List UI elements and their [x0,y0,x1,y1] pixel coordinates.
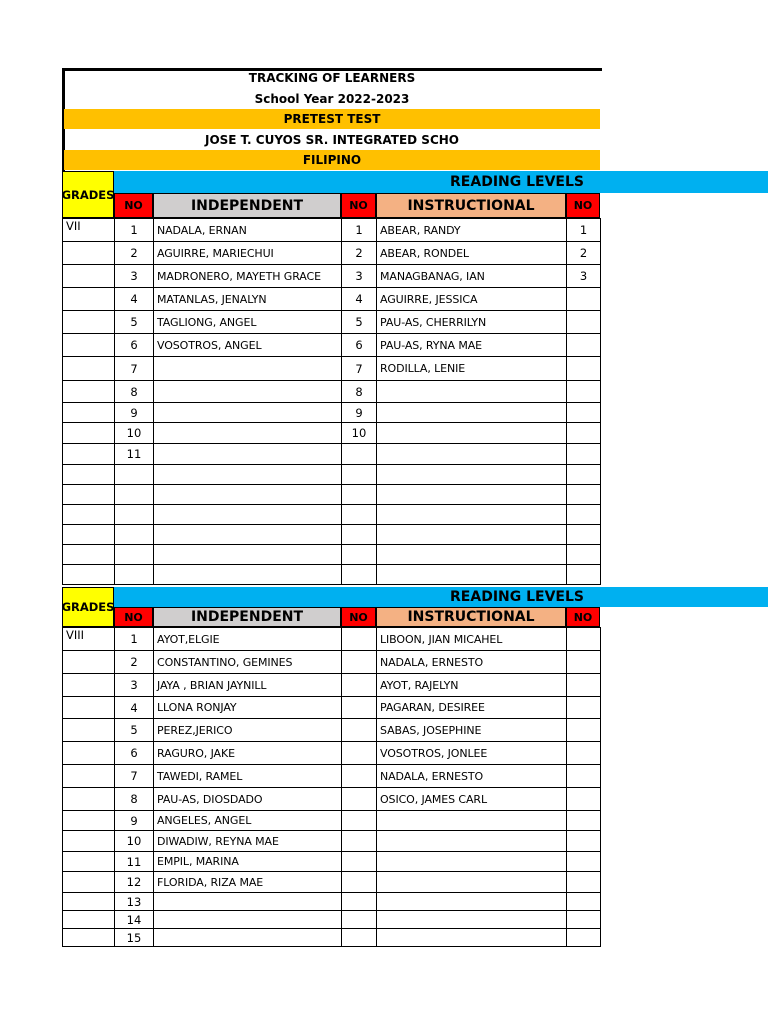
no-cell [342,765,377,788]
instructional-name-cell: NADALA, ERNESTO [377,765,567,788]
no-cell: 10 [115,831,154,852]
no-cell: 2 [567,242,601,265]
independent-name-cell: LLONA RONJAY [154,697,342,719]
no-cell [115,565,154,585]
no-cell [567,505,601,525]
instructional-name-cell: VOSOTROS, JONLEE [377,742,567,765]
instructional-name-cell: ABEAR, RANDY [377,219,567,242]
table-row [63,288,601,311]
no-cell: 9 [115,403,154,423]
no-cell: 7 [342,357,377,381]
grades-label: GRADES [62,171,114,218]
grade-cell [63,265,115,288]
table-row [63,242,601,265]
report-title: TRACKING OF LEARNERS [248,71,416,85]
no-cell: 4 [115,288,154,311]
instructional-name-cell: RODILLA, LENIE [377,357,567,381]
independent-name-cell: EMPIL, MARINA [154,852,342,872]
no-cell: 4 [342,288,377,311]
instructional-name-cell [377,465,567,485]
table-row [63,911,601,929]
grade-cell [63,357,115,381]
grade-cell [63,852,115,872]
no-cell [342,831,377,852]
grade-cell [63,565,115,585]
no-cell [342,565,377,585]
no-cell [567,311,601,334]
no-cell [567,911,601,929]
no-cell [567,357,601,381]
no-cell [567,742,601,765]
grade-cell [63,674,115,697]
independent-name-cell [154,505,342,525]
independent-name-cell: PEREZ,JERICO [154,719,342,742]
independent-name-cell: VOSOTROS, ANGEL [154,334,342,357]
instructional-name-cell: AGUIRRE, JESSICA [377,288,567,311]
no-cell: 3 [115,674,154,697]
independent-name-cell [154,444,342,465]
table-row [63,444,601,465]
no-cell: 2 [115,651,154,674]
instructional-name-cell [377,485,567,505]
no-cell: 7 [115,765,154,788]
independent-name-cell: ANGELES, ANGEL [154,811,342,831]
instructional-name-cell: PAU-AS, RYNA MAE [377,334,567,357]
grade-vii-table [62,218,601,585]
independent-name-cell: TAGLIONG, ANGEL [154,311,342,334]
no-header-3: NO [566,607,600,627]
no-cell: 14 [115,911,154,929]
table-row [63,872,601,893]
no-cell [567,423,601,444]
no-cell [342,811,377,831]
table-row [63,674,601,697]
grade-cell [63,872,115,893]
table-row [63,219,601,242]
independent-name-cell [154,545,342,565]
grades-label: GRADES [62,587,114,627]
no-cell [342,788,377,811]
no-cell: 1 [567,219,601,242]
no-cell [342,872,377,893]
independent-name-cell: RAGURO, JAKE [154,742,342,765]
no-cell [567,628,601,651]
table-row [63,831,601,852]
independent-name-cell [154,893,342,911]
independent-name-cell: PAU-AS, DIOSDADO [154,788,342,811]
no-header-2: NO [341,607,376,627]
no-cell: 2 [115,242,154,265]
instructional-name-cell: OSICO, JAMES CARL [377,788,567,811]
no-cell [115,505,154,525]
no-cell: 3 [342,265,377,288]
no-cell [567,651,601,674]
no-cell [567,811,601,831]
instructional-name-cell: PAU-AS, CHERRILYN [377,311,567,334]
instructional-name-cell [377,811,567,831]
independent-name-cell: CONSTANTINO, GEMINES [154,651,342,674]
instructional-name-cell [377,525,567,545]
grade-cell [63,403,115,423]
no-cell: 6 [342,334,377,357]
no-cell [567,465,601,485]
table-row [63,852,601,872]
reading-levels-band [114,587,768,607]
independent-name-cell [154,403,342,423]
instructional-name-cell [377,911,567,929]
no-cell: 3 [567,265,601,288]
table-row [63,465,601,485]
table-row [63,697,601,719]
no-cell: 13 [115,893,154,911]
grade-cell [63,929,115,947]
instructional-name-cell [377,565,567,585]
no-cell [342,485,377,505]
no-cell [342,697,377,719]
reading-levels-band [114,171,768,193]
instructional-name-cell [377,929,567,947]
instructional-header: INSTRUCTIONAL [376,193,566,218]
table-row [63,893,601,911]
no-cell [342,651,377,674]
grade-cell [63,831,115,852]
independent-name-cell: NADALA, ERNAN [154,219,342,242]
table-row [63,811,601,831]
table-row [63,788,601,811]
no-cell [567,565,601,585]
no-cell [567,288,601,311]
instructional-name-cell: ABEAR, RONDEL [377,242,567,265]
no-cell: 6 [115,334,154,357]
no-cell: 9 [115,811,154,831]
instructional-name-cell: LIBOON, JIAN MICAHEL [377,628,567,651]
instructional-name-cell [377,893,567,911]
no-cell [342,444,377,465]
no-cell: 11 [115,444,154,465]
independent-name-cell: MATANLAS, JENALYN [154,288,342,311]
no-cell [342,545,377,565]
grade-cell [63,242,115,265]
school-name: JOSE T. CUYOS SR. INTEGRATED SCHO [204,132,459,147]
test-band: PRETEST TEST [64,109,600,129]
table-row [63,334,601,357]
no-cell [342,719,377,742]
no-header-1: NO [114,193,153,218]
independent-name-cell: AYOT,ELGIE [154,628,342,651]
grade-cell [63,811,115,831]
no-cell: 9 [342,403,377,423]
instructional-name-cell: AYOT, RAJELYN [377,674,567,697]
no-cell: 10 [342,423,377,444]
no-cell [567,485,601,505]
no-cell [567,765,601,788]
table-row [63,929,601,947]
instructional-name-cell [377,423,567,444]
grade-cell [63,893,115,911]
table-row [63,403,601,423]
subject-band: FILIPINO [64,150,600,170]
instructional-name-cell: PAGARAN, DESIREE [377,697,567,719]
grade-cell [63,311,115,334]
no-cell [342,911,377,929]
table-row [63,628,601,651]
grade-cell [63,525,115,545]
no-cell [342,465,377,485]
table-row [63,742,601,765]
independent-name-cell [154,357,342,381]
no-cell [342,674,377,697]
instructional-name-cell [377,403,567,423]
grade-cell [63,465,115,485]
table-row [63,765,601,788]
no-cell [567,697,601,719]
independent-name-cell [154,929,342,947]
grade-cell [63,381,115,403]
no-cell [567,545,601,565]
table-row [63,357,601,381]
grade-cell [63,485,115,505]
instructional-name-cell [377,872,567,893]
no-cell: 11 [115,852,154,872]
table-row [63,311,601,334]
grade-cell [63,423,115,444]
no-cell [567,403,601,423]
grade-cell [63,911,115,929]
no-cell: 5 [342,311,377,334]
no-cell [567,893,601,911]
grade-cell [63,444,115,465]
table-row [63,381,601,403]
no-cell: 1 [115,219,154,242]
no-cell [567,929,601,947]
table-row [63,505,601,525]
no-cell: 8 [115,788,154,811]
no-cell [115,545,154,565]
no-cell [567,381,601,403]
independent-name-cell: JAYA , BRIAN JAYNILL [154,674,342,697]
independent-name-cell: AGUIRRE, MARIECHUI [154,242,342,265]
grade-cell [63,719,115,742]
grade-cell [63,288,115,311]
no-cell [342,525,377,545]
table-row [63,565,601,585]
independent-name-cell: FLORIDA, RIZA MAE [154,872,342,893]
table-row [63,423,601,444]
no-header-2: NO [341,193,376,218]
table-row [63,651,601,674]
no-cell: 3 [115,265,154,288]
instructional-name-cell: NADALA, ERNESTO [377,651,567,674]
grade-cell [63,765,115,788]
no-cell [567,788,601,811]
no-cell [567,525,601,545]
no-cell: 5 [115,311,154,334]
no-cell [115,485,154,505]
no-cell: 12 [115,872,154,893]
no-cell: 15 [115,929,154,947]
instructional-name-cell [377,545,567,565]
no-cell [567,334,601,357]
independent-name-cell [154,525,342,545]
instructional-name-cell [377,444,567,465]
instructional-name-cell: SABAS, JOSEPHINE [377,719,567,742]
no-cell [342,628,377,651]
no-cell [342,929,377,947]
table-row [63,719,601,742]
grade-cell: VII [63,219,115,242]
no-cell [342,742,377,765]
instructional-name-cell: MANAGBANAG, IAN [377,265,567,288]
independent-header: INDEPENDENT [153,607,341,627]
no-header-3: NO [566,193,600,218]
no-cell: 1 [342,219,377,242]
independent-name-cell [154,485,342,505]
grade-cell: VIII [63,628,115,651]
independent-name-cell [154,423,342,444]
instructional-name-cell [377,381,567,403]
no-cell [342,852,377,872]
grade-cell [63,651,115,674]
no-cell [342,893,377,911]
independent-name-cell [154,565,342,585]
grade-cell [63,505,115,525]
no-cell [567,872,601,893]
no-cell: 4 [115,697,154,719]
no-cell: 2 [342,242,377,265]
no-cell [567,444,601,465]
instructional-name-cell [377,852,567,872]
no-cell [115,465,154,485]
grade-viii-table [62,627,601,947]
no-cell: 8 [342,381,377,403]
table-row [63,265,601,288]
no-cell: 10 [115,423,154,444]
independent-name-cell: DIWADIW, REYNA MAE [154,831,342,852]
independent-name-cell: TAWEDI, RAMEL [154,765,342,788]
no-cell [342,505,377,525]
instructional-header: INSTRUCTIONAL [376,607,566,627]
table-row [63,525,601,545]
independent-header: INDEPENDENT [153,193,341,218]
reading-levels-label: READING LEVELS [450,174,584,190]
independent-name-cell [154,465,342,485]
grade-cell [63,545,115,565]
no-cell: 8 [115,381,154,403]
no-header-1: NO [114,607,153,627]
no-cell: 1 [115,628,154,651]
reading-levels-label: READING LEVELS [450,589,584,605]
table-row [63,485,601,505]
instructional-name-cell [377,505,567,525]
school-year: School Year 2022-2023 [254,92,410,106]
no-cell: 5 [115,719,154,742]
table-row [63,545,601,565]
instructional-name-cell [377,831,567,852]
no-cell: 6 [115,742,154,765]
grade-cell [63,742,115,765]
grade-cell [63,788,115,811]
independent-name-cell: MADRONERO, MAYETH GRACE [154,265,342,288]
no-cell [567,852,601,872]
grade-cell [63,334,115,357]
independent-name-cell [154,381,342,403]
no-cell: 7 [115,357,154,381]
no-cell [567,674,601,697]
no-cell [115,525,154,545]
independent-name-cell [154,911,342,929]
no-cell [567,719,601,742]
no-cell [567,831,601,852]
grade-cell [63,697,115,719]
